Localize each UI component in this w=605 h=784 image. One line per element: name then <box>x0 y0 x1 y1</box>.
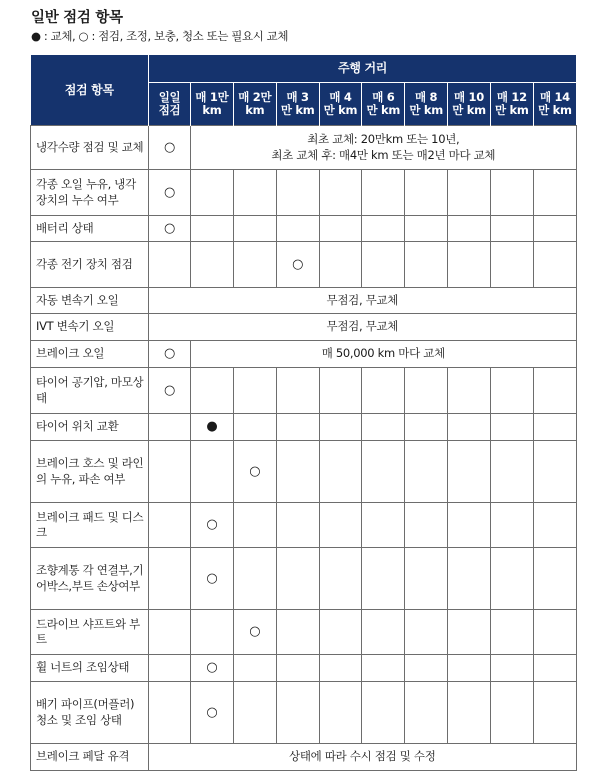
mark-cell <box>533 503 576 548</box>
mark-cell <box>362 441 405 503</box>
mark-cell <box>405 242 448 288</box>
item-label: 배터리 상태 <box>31 216 149 242</box>
mark-cell <box>405 216 448 242</box>
span-note <box>149 288 577 314</box>
inspection-table <box>30 55 577 771</box>
mark-cell <box>490 548 533 610</box>
mark-cell <box>490 503 533 548</box>
mark-cell <box>405 503 448 548</box>
column-header-line: 만 km <box>452 103 486 117</box>
column-header-line: km <box>245 103 265 117</box>
mark-cell <box>191 170 234 216</box>
span-note <box>149 744 577 771</box>
column-header-line: 매 14 <box>539 90 570 104</box>
span-note-line: 상태에 따라 수시 점검 및 수정 <box>289 749 436 764</box>
mark-cell <box>448 414 491 441</box>
item-label: 냉각수량 점검 및 교체 <box>31 126 149 170</box>
span-note-line: 무점검, 무교체 <box>326 319 399 334</box>
mark-cell <box>319 216 362 242</box>
item-label: IVT 변속기 오일 <box>31 314 149 341</box>
mark-cell <box>490 441 533 503</box>
mark-cell <box>149 610 191 655</box>
mark-cell: ○ <box>233 441 276 503</box>
table-row <box>31 548 577 610</box>
mark-cell: ○ <box>149 216 191 242</box>
column-header <box>533 83 576 126</box>
mark-cell <box>448 170 491 216</box>
mark-cell <box>533 548 576 610</box>
span-note-line: 매 50,000 km 마다 교체 <box>321 346 445 361</box>
mark-cell <box>490 682 533 744</box>
mark-cell <box>319 368 362 414</box>
mark-cell <box>533 170 576 216</box>
column-header-line: 만 km <box>323 103 358 117</box>
mark-cell <box>233 503 276 548</box>
mark-cell <box>490 170 533 216</box>
mark-cell <box>319 548 362 610</box>
mark-cell <box>191 216 234 242</box>
mark-cell <box>448 242 491 288</box>
mark-cell <box>405 368 448 414</box>
mark-cell <box>533 682 576 744</box>
mark-cell <box>448 610 491 655</box>
mark-cell <box>276 216 319 242</box>
mark-cell <box>490 216 533 242</box>
mark-cell <box>233 368 276 414</box>
mark-cell <box>319 414 362 441</box>
table-row <box>31 288 577 314</box>
mark-cell <box>490 610 533 655</box>
mark-cell <box>319 441 362 503</box>
mark-cell <box>405 414 448 441</box>
mark-cell: ○ <box>233 610 276 655</box>
mark-cell <box>319 610 362 655</box>
mark-cell: ○ <box>191 682 234 744</box>
table-row <box>31 682 577 744</box>
column-header-line: 매 10 <box>454 90 484 104</box>
mark-cell <box>448 441 491 503</box>
mark-cell <box>191 242 234 288</box>
mark-cell <box>362 368 405 414</box>
mark-cell <box>149 655 191 682</box>
column-header-line: 만 km <box>538 103 572 117</box>
span-note-line: 무점검, 무교체 <box>326 292 399 307</box>
span-note <box>149 314 577 341</box>
table-row <box>31 170 577 216</box>
mark-cell <box>490 368 533 414</box>
mark-cell <box>233 242 276 288</box>
item-label: 조향계통 각 연결부,기어박스,부트 손상여부 <box>31 548 149 610</box>
mark-cell <box>405 441 448 503</box>
mark-cell <box>490 242 533 288</box>
mark-cell <box>533 655 576 682</box>
item-label: 브레이크 호스 및 라인의 누유, 파손 여부 <box>31 441 149 503</box>
mark-cell <box>362 170 405 216</box>
mark-cell <box>490 414 533 441</box>
table-row <box>31 414 577 441</box>
column-header <box>490 83 533 126</box>
mark-cell: ○ <box>191 655 234 682</box>
column-header <box>362 83 405 126</box>
item-label: 타이어 위치 교환 <box>31 414 149 441</box>
mark-cell <box>448 216 491 242</box>
column-header-line: 매 8 <box>415 90 438 104</box>
item-label: 타이어 공기압, 마모상태 <box>31 368 149 414</box>
span-note <box>191 126 577 170</box>
legend: ● : 교체, ○ : 점검, 조정, 보충, 청소 또는 필요시 교체 <box>31 29 289 43</box>
mark-cell <box>191 610 234 655</box>
table-row <box>31 314 577 341</box>
mark-cell <box>319 503 362 548</box>
column-header-line: 매 6 <box>372 90 395 104</box>
table-row <box>31 368 577 414</box>
table-row <box>31 216 577 242</box>
column-header-line: 만 km <box>409 103 443 117</box>
mark-cell <box>276 368 319 414</box>
mark-cell <box>191 368 234 414</box>
mark-cell <box>362 655 405 682</box>
mark-cell <box>233 414 276 441</box>
mark-cell: ○ <box>276 242 319 288</box>
table-header <box>31 55 577 126</box>
column-header <box>191 83 234 126</box>
mark-cell <box>533 216 576 242</box>
header-distance: 주행 거리 <box>149 55 577 83</box>
span-note-line: 최초 교체: 20만km 또는 10년, <box>307 132 460 146</box>
header-item: 점검 항목 <box>31 55 149 126</box>
mark-cell <box>448 655 491 682</box>
column-header-line: 만 km <box>366 103 401 117</box>
column-header-line: 매 4 <box>329 90 352 104</box>
column-header <box>276 83 319 126</box>
item-label: 브레이크 패드 및 디스크 <box>31 503 149 548</box>
mark-cell <box>276 610 319 655</box>
mark-cell: ○ <box>191 503 234 548</box>
page-title: 일반 점검 항목 <box>31 10 123 26</box>
mark-cell <box>405 548 448 610</box>
column-header-line: 매 1만 <box>195 90 229 104</box>
mark-cell <box>533 441 576 503</box>
mark-cell <box>149 682 191 744</box>
item-label: 휠 너트의 조임상태 <box>31 655 149 682</box>
table-row <box>31 503 577 548</box>
mark-cell <box>362 414 405 441</box>
mark-cell <box>319 170 362 216</box>
table-row <box>31 655 577 682</box>
mark-cell <box>533 414 576 441</box>
table-row <box>31 744 577 771</box>
mark-cell <box>405 655 448 682</box>
mark-cell <box>533 368 576 414</box>
mark-cell: ○ <box>149 368 191 414</box>
mark-cell <box>233 655 276 682</box>
column-header-line: 만 km <box>495 103 529 117</box>
mark-cell <box>362 503 405 548</box>
table-body <box>31 126 577 771</box>
mark-cell <box>362 682 405 744</box>
column-header-line: 매 2만 <box>238 90 272 104</box>
mark-cell <box>149 503 191 548</box>
mark-cell <box>149 441 191 503</box>
mark-cell <box>362 242 405 288</box>
mark-cell <box>276 548 319 610</box>
item-label: 브레이크 오일 <box>31 341 149 368</box>
mark-cell <box>533 610 576 655</box>
column-header-line: 만 km <box>280 103 315 117</box>
column-header-line: 매 12 <box>496 90 527 104</box>
column-header <box>448 83 491 126</box>
mark-cell: ○ <box>191 548 234 610</box>
table-row <box>31 126 577 170</box>
span-note <box>191 341 577 368</box>
table-row <box>31 341 577 368</box>
table-row <box>31 242 577 288</box>
mark-cell: ○ <box>149 126 191 170</box>
item-label: 각종 전기 장치 점검 <box>31 242 149 288</box>
span-note-line: 최초 교체 후: 매4만 km 또는 매2년 마다 교체 <box>271 147 496 162</box>
mark-cell <box>276 441 319 503</box>
mark-cell <box>405 682 448 744</box>
mark-cell <box>319 242 362 288</box>
mark-cell <box>362 548 405 610</box>
item-label: 각종 오일 누유, 냉각장치의 누수 여부 <box>31 170 149 216</box>
mark-cell <box>405 170 448 216</box>
mark-cell <box>533 242 576 288</box>
column-header-line: 일일 <box>158 90 181 104</box>
mark-cell <box>276 655 319 682</box>
column-header <box>405 83 448 126</box>
mark-cell: ○ <box>149 170 191 216</box>
mark-cell <box>233 682 276 744</box>
mark-cell <box>490 655 533 682</box>
column-header <box>233 83 276 126</box>
table-row <box>31 610 577 655</box>
mark-cell <box>448 503 491 548</box>
table-row <box>31 441 577 503</box>
mark-cell: ○ <box>149 341 191 368</box>
column-header <box>149 83 191 126</box>
mark-cell <box>405 610 448 655</box>
mark-cell <box>362 216 405 242</box>
mark-cell <box>149 242 191 288</box>
column-header-line: 매 3 <box>286 90 309 104</box>
mark-cell <box>448 548 491 610</box>
mark-cell <box>319 655 362 682</box>
mark-cell <box>276 414 319 441</box>
mark-cell <box>276 682 319 744</box>
mark-cell <box>233 216 276 242</box>
mark-cell <box>149 548 191 610</box>
column-header <box>319 83 362 126</box>
mark-cell <box>448 368 491 414</box>
column-header-line: km <box>202 103 222 117</box>
mark-cell <box>319 682 362 744</box>
column-header-line: 점검 <box>158 103 181 117</box>
item-label: 브레이크 페달 유격 <box>31 744 149 771</box>
mark-cell <box>362 610 405 655</box>
mark-cell <box>448 682 491 744</box>
mark-cell <box>191 441 234 503</box>
mark-cell: ● <box>191 414 234 441</box>
mark-cell <box>233 548 276 610</box>
mark-cell <box>276 503 319 548</box>
mark-cell <box>149 414 191 441</box>
mark-cell <box>233 170 276 216</box>
item-label: 자동 변속기 오일 <box>31 288 149 314</box>
mark-cell <box>276 170 319 216</box>
item-label: 드라이브 샤프트와 부트 <box>31 610 149 655</box>
item-label: 배기 파이프(머플러) 청소 및 조임 상태 <box>31 682 149 744</box>
